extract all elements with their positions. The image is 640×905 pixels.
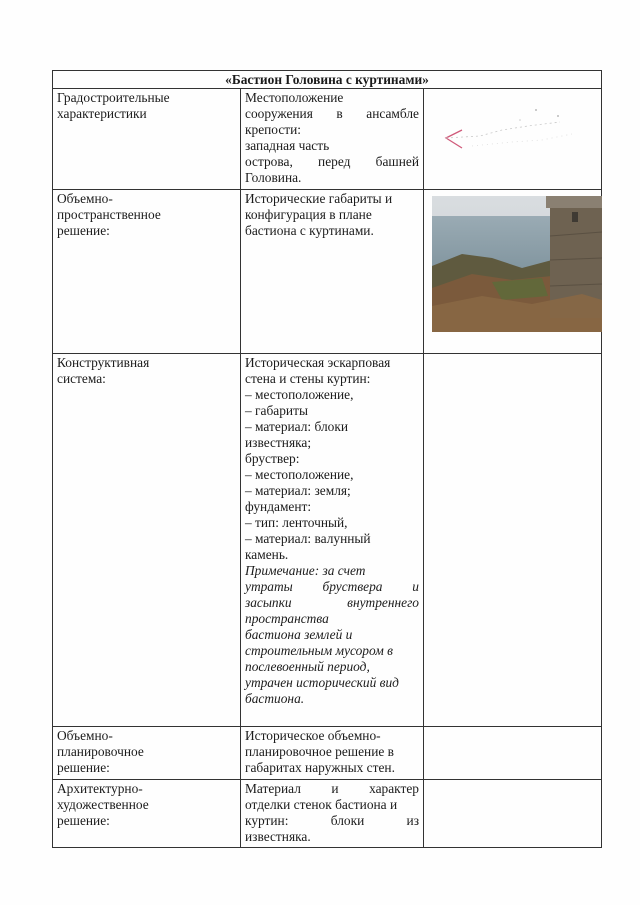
row-desc-planir — [241, 727, 424, 780]
empty-cell — [424, 727, 602, 780]
desc-line: острова, перед башней — [245, 154, 419, 169]
location-sketch-cell — [424, 89, 602, 190]
table-row — [53, 89, 602, 190]
note-line: утраты бруствера и — [245, 579, 419, 594]
location-sketch — [432, 96, 592, 176]
label-line: художественное — [57, 797, 149, 812]
note-line: бастиона. — [245, 691, 305, 706]
note-line: Примечание: за счет — [245, 563, 366, 578]
note-line: пространства — [245, 611, 329, 626]
label-line: система: — [57, 371, 106, 386]
row-label-gradostr — [53, 89, 241, 190]
desc-line: – тип: ленточный, — [245, 515, 348, 530]
desc-line: бруствер: — [245, 451, 300, 466]
row-desc-arch — [241, 780, 424, 848]
table-title: «Бастион Головина с куртинами» — [53, 71, 602, 89]
desc-line: – местоположение, — [245, 387, 354, 402]
label-line: Архитектурно- — [57, 781, 143, 796]
desc-line: известняка; — [245, 435, 312, 450]
desc-line: Материал и характер — [245, 781, 419, 796]
row-label-obem — [53, 190, 241, 354]
row-label-planir — [53, 727, 241, 780]
desc-line: камень. — [245, 547, 289, 562]
table-row — [53, 780, 602, 848]
row-desc-obem — [241, 190, 424, 354]
desc-text: Историческое объемно-планировочное решение в габаритах наружных стен. — [245, 728, 395, 775]
label-line: планировочное — [57, 744, 144, 759]
note-line: бастиона землей и — [245, 627, 353, 642]
desc-line: фундамент: — [245, 499, 312, 514]
photo-cell — [424, 190, 602, 354]
photo-tower-window — [572, 212, 578, 222]
desc-line: Головина. — [245, 170, 302, 185]
desc-line: стена и стены куртин: — [245, 371, 371, 386]
row-desc-gradostr — [241, 89, 424, 190]
desc-line: сооружения в ансамбле — [245, 106, 419, 121]
note-line: утрачен исторический вид — [245, 675, 399, 690]
row-label-arch — [53, 780, 241, 848]
empty-cell — [424, 780, 602, 848]
label-line: решение: — [57, 760, 110, 775]
sketch-dot — [535, 109, 537, 111]
note-line: послевоенный период, — [245, 659, 370, 674]
arrow-icon — [446, 130, 462, 148]
sketch-dot — [519, 119, 521, 121]
label-line: Объемно- — [57, 191, 113, 206]
row-desc-konstr — [241, 354, 424, 727]
desc-line: западная часть — [245, 138, 330, 153]
desc-line: куртин: блоки из — [245, 813, 419, 828]
table-row — [53, 727, 602, 780]
label-line: решение: — [57, 813, 110, 828]
sketch-outline — [446, 122, 560, 138]
label-line: Конструктивная — [57, 355, 150, 370]
table-row — [53, 190, 602, 354]
label-line: Градостроительные характеристики — [57, 90, 170, 121]
desc-line: – материал: валунный — [245, 531, 371, 546]
note-line: строительным мусором в — [245, 643, 393, 658]
desc-line: известняка. — [245, 829, 311, 844]
desc-line: – местоположение, — [245, 467, 354, 482]
desc-line: – материал: земля; — [245, 483, 351, 498]
spec-table — [52, 70, 602, 848]
desc-text: Исторические габариты и конфигурация в плане бастиона с куртинами. — [245, 191, 393, 238]
desc-line: – габариты — [245, 403, 308, 418]
label-line: решение: — [57, 223, 110, 238]
desc-line: крепости: — [245, 122, 302, 137]
empty-cell — [424, 354, 602, 727]
sketch-dot — [557, 115, 559, 117]
desc-line: Местоположение — [245, 90, 344, 105]
note-line: засыпки внутреннего — [245, 595, 419, 610]
desc-line: отделки стенок бастиона и — [245, 797, 398, 812]
label-line: Объемно- — [57, 728, 113, 743]
label-line: пространственное — [57, 207, 161, 222]
desc-line: Историческая эскарповая — [245, 355, 391, 370]
sketch-outline — [472, 134, 572, 146]
table-row — [53, 354, 602, 727]
desc-line: – материал: блоки — [245, 419, 349, 434]
bastion-photo — [432, 196, 602, 332]
photo-tower-roof — [546, 196, 602, 208]
row-label-konstr — [53, 354, 241, 727]
